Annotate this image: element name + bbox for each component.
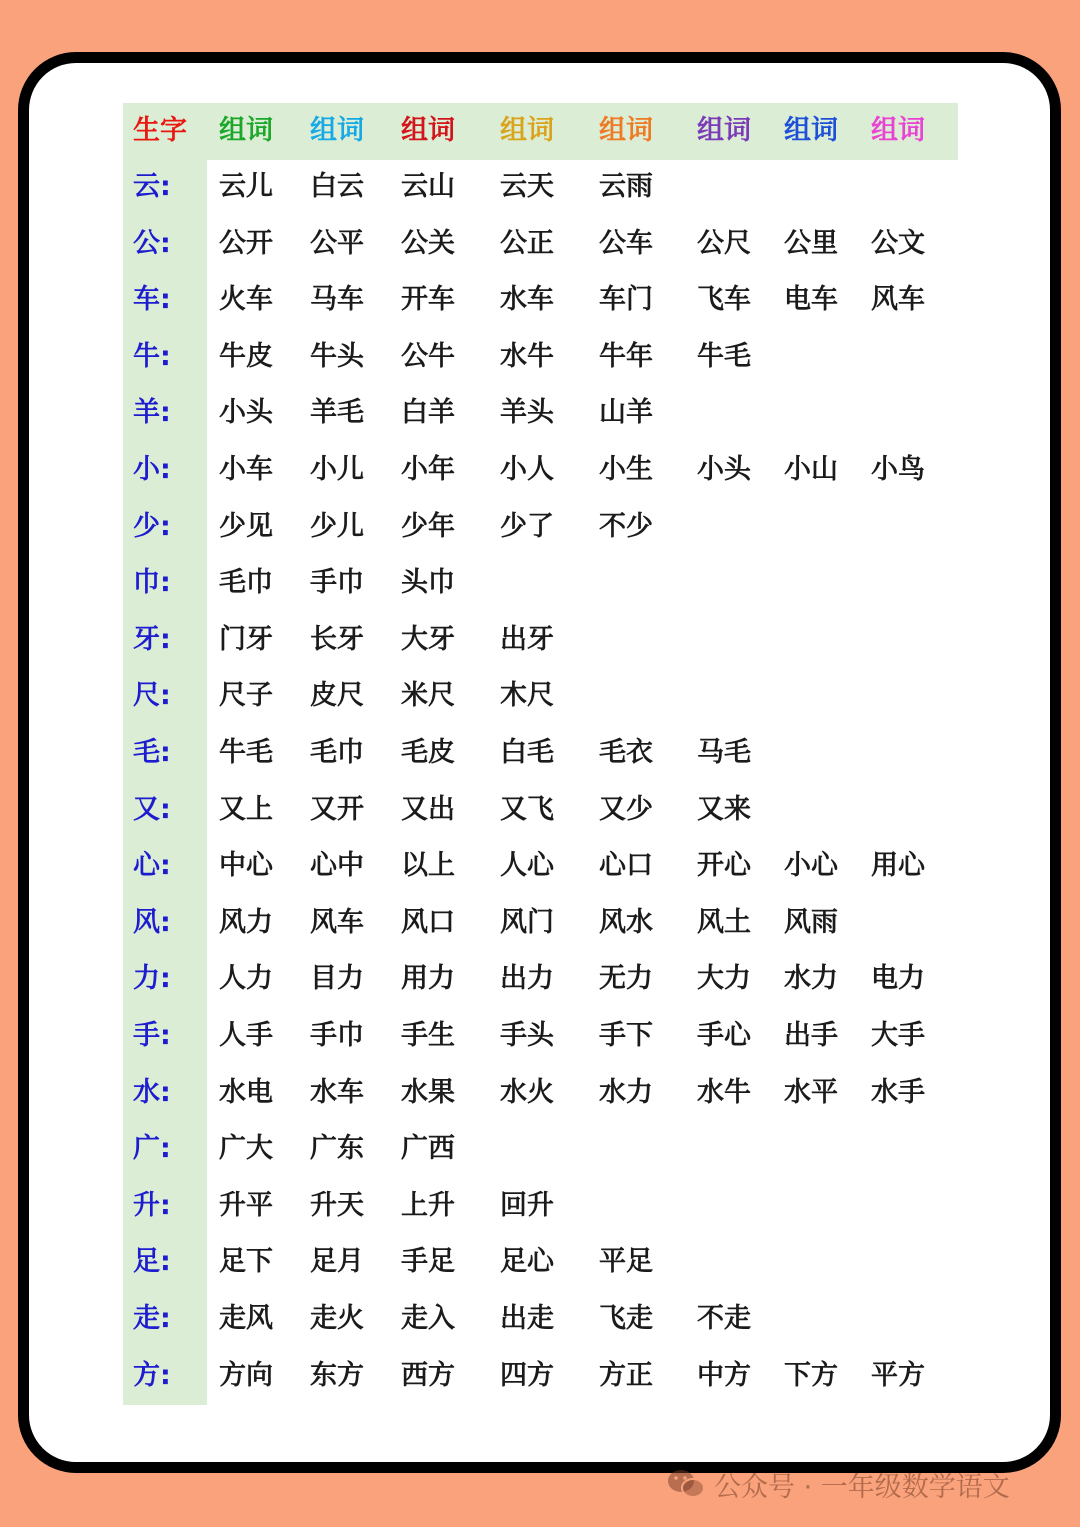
word-cell: 小心 [784, 850, 838, 881]
word-cell: 又少 [599, 794, 653, 825]
header-cell-zuci: 组词 [871, 115, 925, 146]
word-cell: 平足 [599, 1246, 653, 1277]
word-cell: 风车 [310, 907, 364, 938]
header-cell-zuci: 组词 [599, 115, 653, 146]
word-cell: 广西 [401, 1133, 455, 1164]
word-cell: 不少 [599, 511, 653, 542]
word-cell: 人心 [500, 850, 554, 881]
word-cell: 手巾 [310, 1020, 364, 1051]
character-label: 小: [133, 454, 171, 485]
word-cell: 风土 [697, 907, 751, 938]
word-cell: 出力 [500, 963, 554, 994]
word-cell: 水力 [784, 963, 838, 994]
word-cell: 上升 [401, 1190, 455, 1221]
word-cell: 开车 [401, 284, 455, 315]
word-cell: 回升 [500, 1190, 554, 1221]
word-cell: 水牛 [697, 1077, 751, 1108]
word-cell: 门牙 [219, 624, 273, 655]
word-cell: 人力 [219, 963, 273, 994]
word-cell: 足月 [310, 1246, 364, 1277]
word-cell: 牛毛 [697, 341, 751, 372]
word-cell: 水电 [219, 1077, 273, 1108]
word-cell: 手下 [599, 1020, 653, 1051]
word-cell: 电车 [784, 284, 838, 315]
character-label: 又: [133, 794, 171, 825]
character-label: 手: [133, 1020, 171, 1051]
word-cell: 水平 [784, 1077, 838, 1108]
character-label: 牛: [133, 341, 171, 372]
word-cell: 马车 [310, 284, 364, 315]
word-cell: 白毛 [500, 737, 554, 768]
word-cell: 升平 [219, 1190, 273, 1221]
character-label: 升: [133, 1190, 171, 1221]
word-cell: 走火 [310, 1303, 364, 1334]
word-cell: 无力 [599, 963, 653, 994]
header-cell-zuci: 组词 [219, 115, 273, 146]
word-cell: 风车 [871, 284, 925, 315]
word-cell: 手足 [401, 1246, 455, 1277]
word-cell: 风水 [599, 907, 653, 938]
word-cell: 牛头 [310, 341, 364, 372]
word-cell: 头巾 [401, 567, 455, 598]
character-label: 毛: [133, 737, 171, 768]
word-cell: 皮尺 [310, 680, 364, 711]
word-cell: 手头 [500, 1020, 554, 1051]
word-cell: 风雨 [784, 907, 838, 938]
header-cell-zuci: 组词 [310, 115, 364, 146]
character-label: 水: [133, 1077, 171, 1108]
word-cell: 少儿 [310, 511, 364, 542]
word-cell: 米尺 [401, 680, 455, 711]
word-cell: 水车 [500, 284, 554, 315]
word-cell: 方正 [599, 1360, 653, 1391]
word-cell: 少了 [500, 511, 554, 542]
word-cell: 不走 [697, 1303, 751, 1334]
word-cell: 小车 [219, 454, 273, 485]
word-cell: 广大 [219, 1133, 273, 1164]
watermark [666, 1462, 1010, 1506]
word-cell: 又来 [697, 794, 751, 825]
word-cell: 走入 [401, 1303, 455, 1334]
word-cell: 手心 [697, 1020, 751, 1051]
word-cell: 少见 [219, 511, 273, 542]
word-cell: 小年 [401, 454, 455, 485]
word-cell: 小头 [219, 397, 273, 428]
word-cell: 云山 [401, 171, 455, 202]
word-cell: 水手 [871, 1077, 925, 1108]
word-cell: 水牛 [500, 341, 554, 372]
word-cell: 又上 [219, 794, 273, 825]
word-cell: 大手 [871, 1020, 925, 1051]
word-cell: 小生 [599, 454, 653, 485]
word-cell: 公车 [599, 228, 653, 259]
character-label: 巾: [133, 567, 171, 598]
character-label: 力: [133, 963, 171, 994]
character-label: 心: [133, 850, 171, 881]
word-cell: 下方 [784, 1360, 838, 1391]
word-cell: 飞走 [599, 1303, 653, 1334]
header-cell-shengzi: 生字 [133, 115, 187, 146]
word-cell: 公平 [310, 228, 364, 259]
word-cell: 出手 [784, 1020, 838, 1051]
word-cell: 小山 [784, 454, 838, 485]
word-cell: 出牙 [500, 624, 554, 655]
word-cell: 公文 [871, 228, 925, 259]
word-cell: 公里 [784, 228, 838, 259]
word-cell: 少年 [401, 511, 455, 542]
word-cell: 西方 [401, 1360, 455, 1391]
word-cell: 云雨 [599, 171, 653, 202]
character-label: 公: [133, 228, 171, 259]
word-cell: 公牛 [401, 341, 455, 372]
word-cell: 毛皮 [401, 737, 455, 768]
word-cell: 手生 [401, 1020, 455, 1051]
word-cell: 水火 [500, 1077, 554, 1108]
word-cell: 云天 [500, 171, 554, 202]
character-label: 羊: [133, 397, 171, 428]
word-cell: 走风 [219, 1303, 273, 1334]
word-cell: 牛毛 [219, 737, 273, 768]
word-cell: 中方 [697, 1360, 751, 1391]
word-cell: 以上 [401, 850, 455, 881]
word-cell: 飞车 [697, 284, 751, 315]
character-label: 走: [133, 1303, 171, 1334]
word-cell: 东方 [310, 1360, 364, 1391]
word-cell: 公尺 [697, 228, 751, 259]
word-cell: 小头 [697, 454, 751, 485]
word-cell: 毛衣 [599, 737, 653, 768]
character-label: 少: [133, 511, 171, 542]
word-cell: 广东 [310, 1133, 364, 1164]
word-cell: 火车 [219, 284, 273, 315]
word-cell: 方向 [219, 1360, 273, 1391]
wechat-icon [666, 1468, 706, 1500]
word-cell: 手巾 [310, 567, 364, 598]
character-label: 风: [133, 907, 171, 938]
word-cell: 云儿 [219, 171, 273, 202]
watermark-text: 公众号 · 一年级数学语文 [714, 1471, 1010, 1503]
word-cell: 尺子 [219, 680, 273, 711]
word-cell: 毛巾 [219, 567, 273, 598]
word-cell: 人手 [219, 1020, 273, 1051]
word-cell: 小儿 [310, 454, 364, 485]
header-cell-zuci: 组词 [784, 115, 838, 146]
character-label: 云: [133, 171, 171, 202]
word-cell: 风口 [401, 907, 455, 938]
word-cell: 用心 [871, 850, 925, 881]
word-cell: 出走 [500, 1303, 554, 1334]
word-cell: 水果 [401, 1077, 455, 1108]
character-label: 牙: [133, 624, 171, 655]
word-cell: 白羊 [401, 397, 455, 428]
word-cell: 水力 [599, 1077, 653, 1108]
character-label: 足: [133, 1246, 171, 1277]
word-cell: 马毛 [697, 737, 751, 768]
character-label: 车: [133, 284, 171, 315]
word-cell: 用力 [401, 963, 455, 994]
word-cell: 白云 [310, 171, 364, 202]
word-cell: 山羊 [599, 397, 653, 428]
word-cell: 心中 [310, 850, 364, 881]
word-cell: 小人 [500, 454, 554, 485]
header-cell-zuci: 组词 [401, 115, 455, 146]
word-cell: 开心 [697, 850, 751, 881]
header-cell-zuci: 组词 [697, 115, 751, 146]
word-cell: 又出 [401, 794, 455, 825]
character-label: 尺: [133, 680, 171, 711]
word-cell: 目力 [310, 963, 364, 994]
character-label: 广: [133, 1133, 171, 1164]
word-cell: 中心 [219, 850, 273, 881]
word-cell: 升天 [310, 1190, 364, 1221]
word-cell: 四方 [500, 1360, 554, 1391]
character-label: 方: [133, 1360, 171, 1391]
word-cell: 又开 [310, 794, 364, 825]
word-cell: 羊头 [500, 397, 554, 428]
word-cell: 又飞 [500, 794, 554, 825]
word-cell: 风力 [219, 907, 273, 938]
word-cell: 心口 [599, 850, 653, 881]
word-cell: 牛年 [599, 341, 653, 372]
word-cell: 大牙 [401, 624, 455, 655]
word-cell: 牛皮 [219, 341, 273, 372]
word-cell: 公正 [500, 228, 554, 259]
word-cell: 毛巾 [310, 737, 364, 768]
word-cell: 木尺 [500, 680, 554, 711]
word-cell: 平方 [871, 1360, 925, 1391]
word-cell: 公关 [401, 228, 455, 259]
word-cell: 车门 [599, 284, 653, 315]
word-cell: 大力 [697, 963, 751, 994]
word-cell: 羊毛 [310, 397, 364, 428]
word-cell: 足下 [219, 1246, 273, 1277]
header-cell-zuci: 组词 [500, 115, 554, 146]
word-cell: 电力 [871, 963, 925, 994]
word-cell: 水车 [310, 1077, 364, 1108]
word-cell: 风门 [500, 907, 554, 938]
word-cell: 公开 [219, 228, 273, 259]
word-cell: 小鸟 [871, 454, 925, 485]
word-cell: 足心 [500, 1246, 554, 1277]
word-cell: 长牙 [310, 624, 364, 655]
